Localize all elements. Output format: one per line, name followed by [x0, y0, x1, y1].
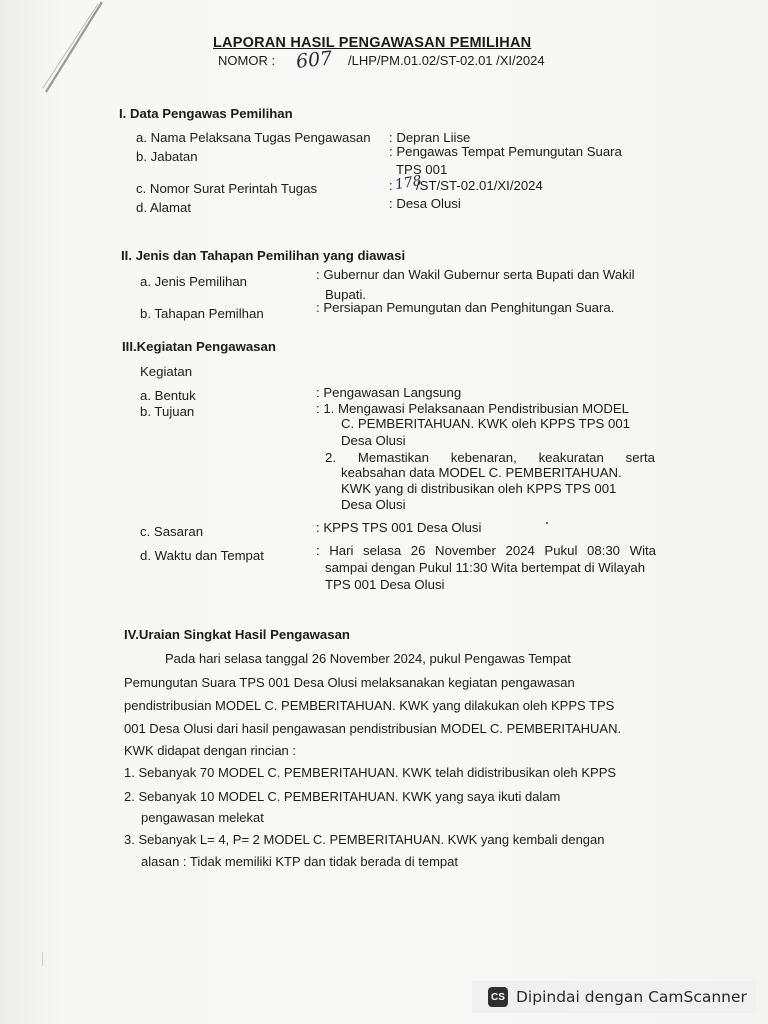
section-3-heading: III.Kegiatan Pengawasan — [122, 339, 276, 354]
label-jenis-pemilihan: a. Jenis Pemilihan — [140, 274, 248, 289]
camscanner-badge — [472, 981, 756, 1013]
tujuan-line-6: KWK yang di distribusikan oleh KPPS TPS 001 — [341, 481, 617, 496]
uraian-line-4: 001 Desa Olusi dari hasil pengawasan pendistribusian MODEL C. PEMBERITAHUAN. — [124, 721, 622, 736]
uraian-line-2: Pemungutan Suara TPS 001 Desa Olusi melaksanakan kegiatan pengawasan — [124, 675, 575, 690]
list-item-1: 1. Sebanyak 70 MODEL C. PEMBERITAHUAN. KWK telah didistribusikan oleh KPPS — [124, 765, 617, 780]
nomor-suffix: /LHP/PM.01.02/ST-02.01 /XI/2024 — [348, 53, 545, 68]
stray-dot — [546, 522, 548, 524]
uraian-line-3: pendistribusian MODEL C. PEMBERITAHUAN. KWK yang dilakukan oleh KPPS TPS — [124, 698, 615, 713]
camscanner-logo-icon: CS — [488, 987, 508, 1007]
label-bentuk: a. Bentuk — [140, 388, 196, 403]
value-jenis-pemilihan: : Gubernur dan Wakil Gubernur serta Bupati dan Wakil — [316, 267, 635, 282]
pen-scratch-mark — [40, 0, 120, 100]
list-item-2-cont: pengawasan melekat — [141, 810, 264, 825]
label-waktu-tempat: d. Waktu dan Tempat — [140, 548, 264, 563]
value-tahapan-pemilihan: : Persiapan Pemungutan dan Penghitungan Suara. — [316, 300, 615, 315]
value-alamat: : Desa Olusi — [389, 196, 461, 211]
list-item-2: 2. Sebanyak 10 MODEL C. PEMBERITAHUAN. KWK yang saya ikuti dalam — [124, 789, 561, 804]
label-nama-pelaksana: a. Nama Pelaksana Tugas Pengawasan — [136, 130, 371, 145]
value-nomor-surat: /ST/ST-02.01/XI/2024 — [416, 178, 543, 193]
nomor-label: NOMOR : — [218, 53, 276, 68]
label-tujuan: b. Tujuan — [140, 404, 195, 419]
label-sasaran: c. Sasaran — [140, 524, 204, 539]
scan-edge-mark — [42, 952, 43, 966]
label-tahapan-pemilihan: b. Tahapan Pemilhan — [140, 306, 264, 321]
list-item-3: 3. Sebanyak L= 4, P= 2 MODEL C. PEMBERITAHUAN. KWK yang kembali dengan — [124, 832, 605, 847]
label-alamat: d. Alamat — [136, 200, 191, 215]
uraian-line-5: KWK didapat dengan rincian : — [124, 743, 296, 758]
document-title: LAPORAN HASIL PENGAWASAN PEMILIHAN — [213, 35, 532, 51]
waktu-line-2: sampai dengan Pukul 11:30 Wita bertempat di Wilayah — [325, 560, 646, 575]
nomor-surat-handwritten: 178 — [393, 172, 423, 194]
value-jenis-pemilihan-line2: Bupati. — [325, 287, 367, 302]
nomor-handwritten: 607 — [294, 47, 334, 73]
waktu-line-3: TPS 001 Desa Olusi — [325, 577, 445, 592]
waktu-line-1: : Hari selasa 26 November 2024 Pukul 08:30 Wita — [316, 543, 656, 558]
value-sasaran: : KPPS TPS 001 Desa Olusi — [316, 520, 482, 535]
tujuan-line-3: Desa Olusi — [341, 433, 406, 448]
value-jabatan-line2: TPS 001 — [396, 162, 448, 177]
tujuan-line-1: : 1. Mengawasi Pelaksanaan Pendistribusian MODEL — [316, 401, 630, 416]
label-jabatan: b. Jabatan — [136, 149, 198, 164]
section-2-heading: II. Jenis dan Tahapan Pemilihan yang diawasi — [121, 248, 406, 263]
section-4-heading: IV.Uraian Singkat Hasil Pengawasan — [124, 627, 350, 642]
value-jabatan: : Pengawas Tempat Pemungutan Suara — [389, 144, 622, 159]
label-nomor-surat: c. Nomor Surat Perintah Tugas — [136, 181, 318, 196]
tujuan-line-4: 2. Memastikan kebenaran, keakuratan serta — [325, 450, 655, 465]
section-1-heading: I. Data Pengawas Pemilihan — [119, 106, 293, 121]
uraian-line-1: Pada hari selasa tanggal 26 November 2024, pukul Pengawas Tempat — [165, 651, 571, 666]
value-nama-pelaksana: : Depran Liise — [389, 130, 471, 145]
tujuan-line-2: C. PEMBERITAHUAN. KWK oleh KPPS TPS 001 — [341, 416, 630, 431]
value-bentuk: : Pengawasan Langsung — [316, 385, 462, 400]
tujuan-line-7: Desa Olusi — [341, 497, 406, 512]
tujuan-line-5: keabsahan data MODEL C. PEMBERITAHUAN. — [341, 465, 622, 480]
camscanner-text: Dipindai dengan CamScanner — [516, 988, 747, 1006]
value-nomor-surat-prefix: : — [389, 178, 393, 193]
kegiatan-subheading: Kegiatan — [140, 364, 193, 379]
list-item-3-cont: alasan : Tidak memiliki KTP dan tidak berada di tempat — [141, 854, 458, 869]
